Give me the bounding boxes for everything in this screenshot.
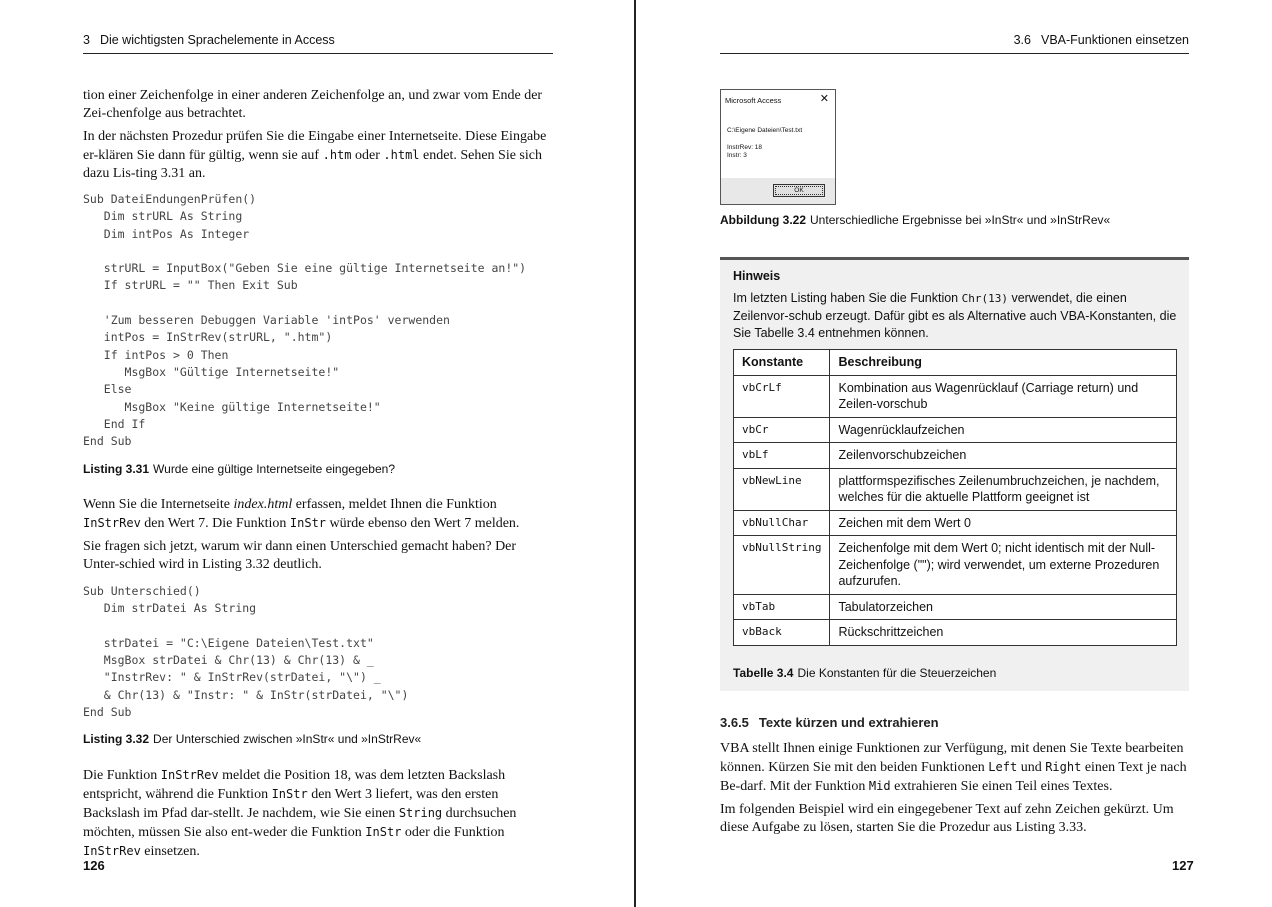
paragraph-text: Im folgenden Beispiel wird ein eingegebener Text auf zehn Zeichen gekürzt. Um diese Aufgabe zu lösen, starten Sie die Prozedur aus Listing 3.33. bbox=[720, 802, 1174, 835]
code-line: MsgBox "Keine gültige Internetseite!" bbox=[83, 399, 381, 414]
section-heading-number: 3.6.5 bbox=[720, 715, 749, 730]
listing-caption bbox=[83, 732, 421, 746]
section-heading bbox=[720, 715, 939, 730]
paragraph-text: endet. Sehen Sie sich dazu Lis-ting 3.31 an. bbox=[83, 148, 542, 181]
code-line: intPos = InStrRev(strURL, ".htm") bbox=[83, 330, 333, 345]
column-header: Beschreibung bbox=[830, 350, 1177, 376]
table-row bbox=[734, 536, 1177, 595]
paragraph-text: den Wert 7. Die Funktion bbox=[140, 516, 290, 531]
table-row bbox=[734, 417, 1177, 443]
paragraph-text: erfassen, meldet Ihnen die Funktion bbox=[292, 497, 497, 512]
code-line: "InstrRev: " & InStrRev(strDatei, "\") _ bbox=[83, 670, 381, 685]
paragraph-text: den Wert 3 liefert, was den ersten Backslash im Pfad dar-stellt. Je nachdem, wie Sie einen bbox=[83, 787, 499, 821]
dialog-message-path: C:\Eigene Dateien\Test.txt bbox=[727, 127, 803, 134]
inline-code: Left bbox=[988, 760, 1018, 774]
column-header: Konstante bbox=[734, 350, 830, 376]
inline-code: .html bbox=[383, 148, 420, 162]
paragraph-text: extrahieren Sie einen Teil eines Textes. bbox=[890, 779, 1113, 794]
listing-caption-text: Wurde eine gültige Internetseite eingegeben? bbox=[153, 462, 395, 476]
running-header-right bbox=[720, 33, 1189, 54]
figure-caption bbox=[720, 213, 1110, 227]
italic-text: index.html bbox=[233, 497, 293, 512]
code-line bbox=[83, 618, 408, 635]
close-icon: ✕ bbox=[819, 93, 829, 105]
constant-description: Zeilenvorschubzeichen bbox=[830, 443, 1177, 469]
code-line: MsgBox "Gültige Internetseite!" bbox=[83, 364, 340, 379]
code-line: strDatei = "C:\Eigene Dateien\Test.txt" bbox=[83, 635, 374, 650]
paragraph-text: Wenn Sie die Internetseite bbox=[83, 497, 234, 512]
figure-label: Abbildung 3.22 bbox=[720, 213, 807, 227]
constant-description: Tabulatorzeichen bbox=[830, 594, 1177, 620]
paragraph-text: Sie fragen sich jetzt, warum wir dann einen Unterschied gemacht haben? Der Unter-schied wird in Listing 3.32 deutlich. bbox=[83, 539, 517, 572]
table-row bbox=[734, 594, 1177, 620]
paragraph-text: oder die Funktion bbox=[401, 825, 505, 840]
paragraph bbox=[83, 766, 553, 861]
code-line: If intPos > 0 Then bbox=[83, 347, 229, 362]
note-box bbox=[720, 257, 1189, 691]
code-line: 'Zum besseren Debuggen Variable 'intPos' verwenden bbox=[83, 313, 450, 328]
paragraph bbox=[83, 496, 553, 533]
code-line: If strURL = "" Then Exit Sub bbox=[83, 278, 298, 293]
code-listing-3-32 bbox=[83, 583, 408, 721]
chapter-title: Die wichtigsten Sprachelemente in Access bbox=[99, 33, 335, 47]
constants-table bbox=[733, 349, 1177, 646]
figure-caption-text: Unterschiedliche Ergebnisse bei »InStr« und »InStrRev« bbox=[810, 213, 1111, 227]
paragraph-text: VBA stellt Ihnen einige Funktionen zur Verfügung, mit denen Sie Texte bearbeiten können. Kürzen Sie mit den beiden Funktionen bbox=[720, 741, 1184, 775]
paragraph-text: oder bbox=[351, 148, 384, 163]
code-line: Sub Unterschied() bbox=[83, 584, 201, 598]
constant-description: Wagenrücklaufzeichen bbox=[830, 417, 1177, 443]
paragraph bbox=[83, 538, 553, 574]
constant-description: Rückschrittzeichen bbox=[830, 620, 1177, 646]
dialog-footer bbox=[721, 178, 835, 204]
code-line: & Chr(13) & "Instr: " & InStr(strDatei, "\") bbox=[83, 687, 409, 702]
paragraph bbox=[720, 740, 1189, 796]
listing-label: Listing 3.32 bbox=[83, 732, 150, 746]
note-title: Hinweis bbox=[733, 269, 781, 283]
table-row bbox=[734, 375, 1177, 417]
code-line: Dim intPos As Integer bbox=[83, 226, 250, 241]
code-line: End Sub bbox=[83, 705, 132, 720]
code-line: Dim strURL As String bbox=[83, 209, 243, 224]
inline-code: InStrRev bbox=[160, 768, 219, 782]
constant-description: plattformspezifisches Zeilenumbruchzeichen, je nachdem, welches für die aktuelle Plattform geeignet ist bbox=[830, 468, 1177, 510]
constant-name: vbLf bbox=[734, 443, 830, 469]
paragraph bbox=[83, 87, 553, 123]
inline-code: InStr bbox=[365, 825, 402, 839]
inline-code: .htm bbox=[322, 148, 352, 162]
table-row bbox=[734, 468, 1177, 510]
section-number: 3.6 bbox=[1013, 33, 1031, 47]
note-text-part: verwendet, die einen Zeilenvor-schub erzeugt. Dafür gibt es als Alternative auch VBA-Konstanten, die Sie Tabelle 3.4 entnehmen können. bbox=[733, 291, 1177, 340]
ok-button: OK bbox=[773, 184, 825, 197]
paragraph-text: In der nächsten Prozedur prüfen Sie die Eingabe einer Internetseite. Diese Eingabe er-klären Sie dann für gültig, wenn sie auf bbox=[83, 129, 547, 163]
table-header-row bbox=[734, 350, 1177, 376]
code-line: End If bbox=[83, 416, 146, 431]
paragraph-text: Die Funktion bbox=[83, 768, 161, 783]
table-caption bbox=[733, 666, 996, 680]
code-line: End Sub bbox=[83, 434, 132, 449]
running-header-left bbox=[83, 33, 553, 54]
inline-code: Chr(13) bbox=[961, 292, 1008, 305]
constant-name: vbCr bbox=[734, 417, 830, 443]
constant-name: vbNullString bbox=[734, 536, 830, 595]
code-line: MsgBox strDatei & Chr(13) & Chr(13) & _ bbox=[83, 653, 374, 668]
code-listing-3-31 bbox=[83, 191, 526, 450]
listing-label: Listing 3.31 bbox=[83, 462, 150, 476]
inline-code: InStrRev bbox=[83, 844, 141, 858]
inline-code: String bbox=[398, 806, 443, 820]
section-heading-title: Texte kürzen und extrahieren bbox=[758, 715, 939, 730]
inline-code: InStrRev bbox=[83, 516, 141, 530]
code-line: Dim strDatei As String bbox=[83, 601, 257, 616]
constant-name: vbBack bbox=[734, 620, 830, 646]
paragraph-text: tion einer Zeichenfolge in einer anderen Zeichenfolge an, und zwar vom Ende der Zei-chenfolge aus betrachtet. bbox=[83, 88, 543, 121]
paragraph-text: meldet die Position 18, was dem letzten Backslash entspricht, während die Funktion bbox=[83, 768, 506, 802]
msgbox-screenshot bbox=[720, 89, 836, 205]
inline-code: Right bbox=[1045, 760, 1082, 774]
code-line bbox=[83, 243, 526, 260]
right-page bbox=[637, 0, 1272, 907]
dialog-message-line: Instr: 3 bbox=[727, 152, 747, 159]
dialog-title: Microsoft Access bbox=[725, 96, 782, 105]
code-line: Sub DateiEndungenPrüfen() bbox=[83, 192, 257, 206]
listing-caption bbox=[83, 462, 395, 476]
page-number: 127 bbox=[1172, 858, 1194, 873]
paragraph-text: und bbox=[1017, 760, 1046, 775]
paragraph-text: einsetzen. bbox=[140, 844, 200, 859]
paragraph-text: einen Text je nach Be-darf. Mit der Funktion bbox=[720, 760, 1187, 794]
constant-description: Zeichen mit dem Wert 0 bbox=[830, 510, 1177, 536]
page-number: 126 bbox=[83, 858, 105, 873]
note-text-part: Im letzten Listing haben Sie die Funktion bbox=[733, 291, 962, 305]
note-text bbox=[733, 290, 1179, 343]
chapter-number: 3 bbox=[83, 33, 90, 47]
constant-name: vbNullChar bbox=[734, 510, 830, 536]
constant-description: Zeichenfolge mit dem Wert 0; nicht identisch mit der Null-Zeichenfolge (""); wird verwendet, um externe Prozeduren aufzurufen. bbox=[830, 536, 1177, 595]
dialog-message-line: InstrRev: 18 bbox=[727, 144, 763, 151]
code-line: strURL = InputBox("Geben Sie eine gültige Internetseite an!") bbox=[83, 261, 527, 276]
inline-code: InStr bbox=[271, 787, 308, 801]
table-caption-text: Die Konstanten für die Steuerzeichen bbox=[797, 666, 997, 680]
inline-code: InStr bbox=[289, 516, 327, 530]
constant-name: vbNewLine bbox=[734, 468, 830, 510]
paragraph-text: würde ebenso den Wert 7 melden. bbox=[326, 516, 520, 531]
code-line: Else bbox=[83, 382, 132, 397]
listing-caption-text: Der Unterschied zwischen »InStr« und »InStrRev« bbox=[153, 732, 422, 746]
constant-name: vbCrLf bbox=[734, 375, 830, 417]
paragraph bbox=[720, 801, 1189, 837]
code-line bbox=[83, 295, 526, 312]
constant-description: Kombination aus Wagenrücklauf (Carriage return) und Zeilen-vorschub bbox=[830, 375, 1177, 417]
section-title: VBA-Funktionen einsetzen bbox=[1040, 33, 1189, 47]
constant-name: vbTab bbox=[734, 594, 830, 620]
table-row bbox=[734, 620, 1177, 646]
inline-code: Mid bbox=[868, 779, 891, 793]
paragraph bbox=[83, 128, 553, 183]
paragraph-text: durchsuchen möchten, müssen Sie also ent-weder die Funktion bbox=[83, 806, 517, 840]
table-label: Tabelle 3.4 bbox=[733, 666, 794, 680]
table-row bbox=[734, 510, 1177, 536]
table-row bbox=[734, 443, 1177, 469]
